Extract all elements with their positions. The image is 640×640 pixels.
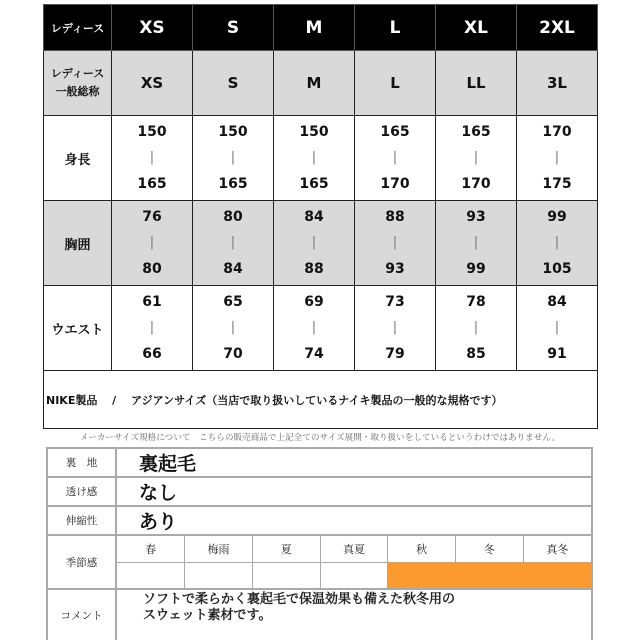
range-separator: | — [392, 235, 398, 250]
alt-size-cell: LL — [436, 51, 517, 116]
height-cell — [436, 116, 517, 201]
range-separator: | — [230, 150, 236, 165]
range-min: 150 — [137, 124, 167, 140]
size-header-s: S — [193, 5, 274, 51]
range-max: 93 — [385, 261, 405, 277]
height-label: 身長 — [44, 116, 112, 201]
comment-text — [116, 589, 592, 640]
season-autumn: 秋 — [388, 536, 456, 562]
range-max: 165 — [137, 176, 167, 192]
sheerness-label: 透け感 — [47, 477, 116, 506]
alt-size-cell: L — [355, 51, 436, 116]
range-min: 165 — [380, 124, 410, 140]
range-min: 84 — [304, 209, 324, 225]
range-min: 80 — [223, 209, 243, 225]
range-min: 78 — [466, 294, 486, 310]
waist-cell — [517, 286, 598, 371]
range-separator: | — [311, 320, 317, 335]
season-indicator — [388, 562, 456, 588]
range-separator: | — [473, 320, 479, 335]
height-row — [44, 116, 598, 201]
brand-notice-row — [44, 371, 598, 429]
waist-row — [44, 286, 598, 371]
season-indicator — [320, 562, 388, 588]
range-separator: | — [554, 320, 560, 335]
chest-label: 胸囲 — [44, 201, 112, 286]
range-separator: | — [554, 150, 560, 165]
range-separator: | — [149, 320, 155, 335]
range-min: 99 — [547, 209, 567, 225]
range-min: 150 — [218, 124, 248, 140]
range-max: 80 — [142, 261, 162, 277]
season-indicator-row — [117, 562, 591, 588]
range-min: 65 — [223, 294, 243, 310]
size-header-m: M — [274, 5, 355, 51]
chest-cell — [436, 201, 517, 286]
range-max: 165 — [218, 176, 248, 192]
height-cell — [193, 116, 274, 201]
size-header-2xl: 2XL — [517, 5, 598, 51]
season-spring: 春 — [117, 536, 185, 562]
range-min: 69 — [304, 294, 324, 310]
range-min: 61 — [142, 294, 162, 310]
range-separator: | — [230, 320, 236, 335]
range-min: 170 — [542, 124, 572, 140]
range-max: 74 — [304, 346, 324, 362]
height-cell — [355, 116, 436, 201]
season-summer: 夏 — [252, 536, 320, 562]
range-separator: | — [473, 235, 479, 250]
comment-row — [47, 589, 592, 640]
range-max: 105 — [542, 261, 572, 277]
range-separator: | — [149, 235, 155, 250]
size-header-xl: XL — [436, 5, 517, 51]
season-rainy: 梅雨 — [185, 536, 253, 562]
range-separator: | — [554, 235, 560, 250]
season-row — [47, 535, 592, 589]
chest-cell — [193, 201, 274, 286]
season-indicator — [523, 562, 591, 588]
waist-cell — [112, 286, 193, 371]
season-indicator — [117, 562, 185, 588]
range-min: 165 — [461, 124, 491, 140]
range-separator: | — [149, 150, 155, 165]
waist-cell — [274, 286, 355, 371]
alt-size-label-line1: レディース — [50, 67, 105, 80]
season-cell — [116, 535, 592, 589]
range-min: 150 — [299, 124, 329, 140]
range-min: 76 — [142, 209, 162, 225]
sheerness-value: なし — [116, 477, 592, 506]
range-max: 165 — [299, 176, 329, 192]
material-table — [46, 447, 593, 640]
alt-size-cell: S — [193, 51, 274, 116]
range-max: 170 — [380, 176, 410, 192]
height-cell — [112, 116, 193, 201]
lining-label: 裏 地 — [47, 448, 116, 477]
waist-cell — [355, 286, 436, 371]
season-midsummer: 真夏 — [320, 536, 388, 562]
season-grid — [117, 536, 591, 588]
range-separator: | — [392, 320, 398, 335]
range-min: 73 — [385, 294, 405, 310]
lining-value: 裏起毛 — [116, 448, 592, 477]
size-chart-table — [43, 4, 598, 429]
alt-size-label-line2: 一般総称 — [55, 85, 100, 98]
range-max: 79 — [385, 346, 405, 362]
lining-row — [47, 448, 592, 477]
waist-cell — [436, 286, 517, 371]
comment-line2: スウェット素材です。 — [143, 608, 272, 623]
season-indicator — [185, 562, 253, 588]
size-header-l: L — [355, 5, 436, 51]
comment-label: コメント — [47, 589, 116, 640]
sheerness-row — [47, 477, 592, 506]
maker-size-note: メーカーサイズ規格について こちらの販売商品で上記全てのサイズ展開・取り扱いをしているというわけではありません。 — [79, 433, 561, 443]
size-header-row — [44, 5, 598, 51]
alt-size-cell: M — [274, 51, 355, 116]
height-cell — [274, 116, 355, 201]
chest-cell — [274, 201, 355, 286]
alt-size-row — [44, 51, 598, 116]
range-max: 170 — [461, 176, 491, 192]
season-winter: 冬 — [456, 536, 524, 562]
chest-cell — [517, 201, 598, 286]
range-max: 88 — [304, 261, 324, 277]
chest-cell — [355, 201, 436, 286]
chest-row — [44, 201, 598, 286]
range-max: 91 — [547, 346, 567, 362]
stretch-row — [47, 506, 592, 535]
range-max: 175 — [542, 176, 572, 192]
season-names-row — [117, 536, 591, 562]
range-separator: | — [311, 235, 317, 250]
range-separator: | — [230, 235, 236, 250]
range-max: 66 — [142, 346, 162, 362]
season-indicator — [456, 562, 524, 588]
waist-cell — [193, 286, 274, 371]
range-min: 93 — [466, 209, 486, 225]
range-max: 84 — [223, 261, 243, 277]
alt-size-label — [44, 51, 112, 116]
stretch-value: あり — [116, 506, 592, 535]
range-max: 70 — [223, 346, 243, 362]
size-header-label: レディース — [44, 5, 112, 51]
season-indicator — [252, 562, 320, 588]
range-separator: | — [392, 150, 398, 165]
chest-cell — [112, 201, 193, 286]
comment-line1: ソフトで柔らかく裏起毛で保温効果も備えた秋冬用の — [143, 592, 456, 607]
range-min: 88 — [385, 209, 405, 225]
season-midwinter: 真冬 — [523, 536, 591, 562]
size-header-xs: XS — [112, 5, 193, 51]
brand-notice: NIKE製品 / アジアンサイズ（当店で取り扱いしているナイキ製品の一般的な規格です） — [44, 371, 598, 429]
range-separator: | — [473, 150, 479, 165]
alt-size-cell: XS — [112, 51, 193, 116]
waist-label: ウエスト — [44, 286, 112, 371]
range-separator: | — [311, 150, 317, 165]
season-label: 季節感 — [47, 535, 116, 589]
alt-size-cell: 3L — [517, 51, 598, 116]
stretch-label: 伸縮性 — [47, 506, 116, 535]
range-max: 99 — [466, 261, 486, 277]
range-min: 84 — [547, 294, 567, 310]
height-cell — [517, 116, 598, 201]
range-max: 85 — [466, 346, 486, 362]
